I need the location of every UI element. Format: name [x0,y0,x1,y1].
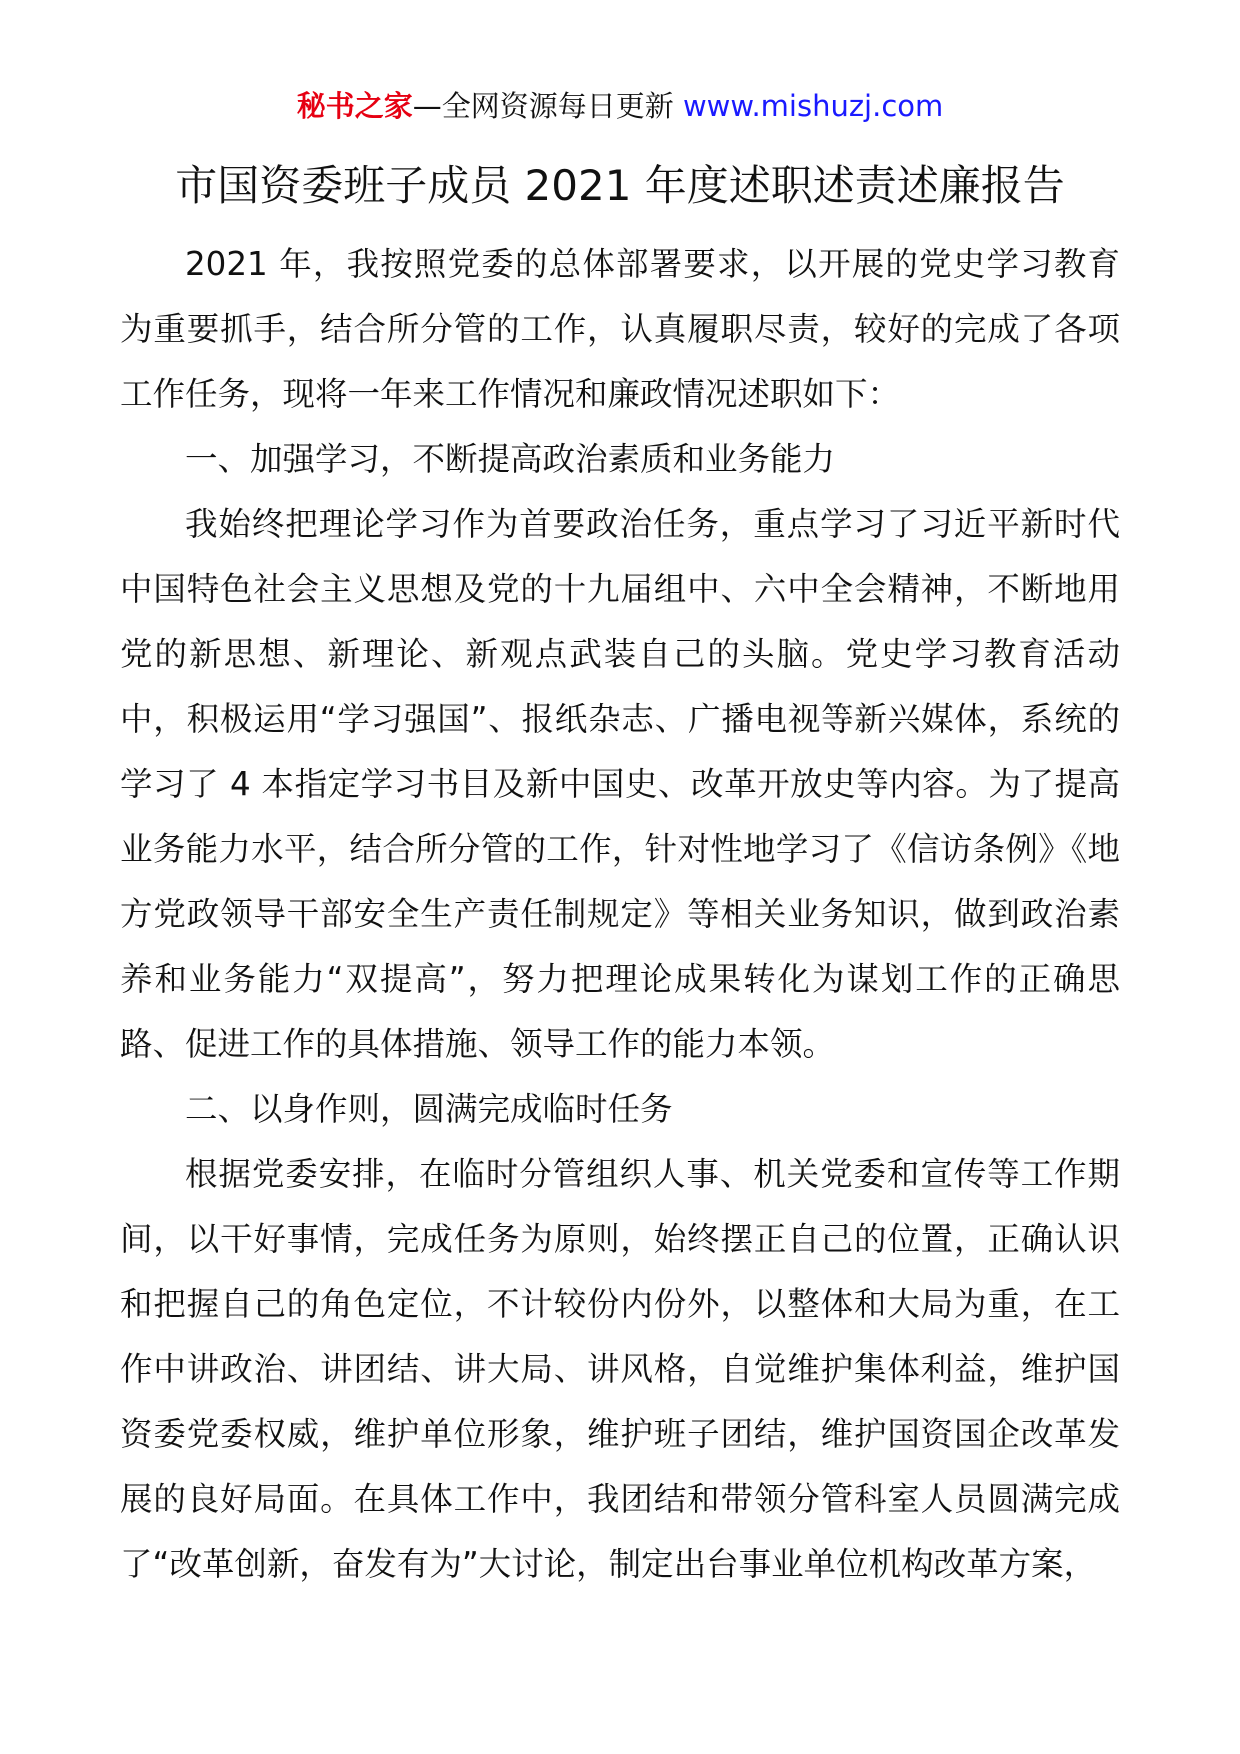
body-paragraph: 我始终把理论学习作为首要政治任务，重点学习了习近平新时代中国特色社会主义思想及党的十九届组中、六中全会精神，不断地用党的新思想、新理论、新观点武装自己的头脑。党史学习教育活动中，积极运用“学习强国”、报纸杂志、广播电视等新兴媒体，系统的学习了 4 本指定学习书目及新中国史、改革开放史等内容。为了提高业务能力水平，结合所分管的工作，针对性地学习了《信访条例》《地方党政领导干部安全生产责任制规定》等相关业务知识，做到政治素养和业务能力“双提高”，努力把理论成果转化为谋划工作的正确思路、促进工作的具体措施、领导工作的能力本领。 [120,505,1120,1063]
document-body [120,232,1120,1597]
site-tagline: —全网资源每日更新 [412,89,674,123]
section-heading-2: 二、以身作则，圆满完成临时任务 [185,1090,673,1128]
site-brand: 秘书之家 [296,89,413,123]
body-paragraph: 根据党委安排，在临时分管组织人事、机关党委和宣传等工作期间，以干好事情，完成任务为原则，始终摆正自己的位置，正确认识和把握自己的角色定位，不计较份内份外，以整体和大局为重，在工作中讲政治、讲团结、讲大局、讲风格，自觉维护集体利益，维护国资委党委权威，维护单位形象，维护班子团结，维护国资国企改革发展的良好局面。在具体工作中，我团结和带领分管科室人员圆满完成了“改革创新，奋发有为”大讨论，制定出台事业单位机构改革方案， [120,1155,1120,1583]
section-heading-1: 一、加强学习，不断提高政治素质和业务能力 [185,440,836,478]
document-title: 市国资委班子成员 2021 年度述职述责述廉报告 [175,161,1065,210]
intro-paragraph: 2021 年，我按照党委的总体部署要求，以开展的党史学习教育为重要抓手，结合所分管的工作，认真履职尽责，较好的完成了各项工作任务，现将一年来工作情况和廉政情况述职如下： [120,245,1120,413]
site-url-link[interactable]: www.mishuzj.com [682,89,944,123]
site-header [0,86,1240,126]
